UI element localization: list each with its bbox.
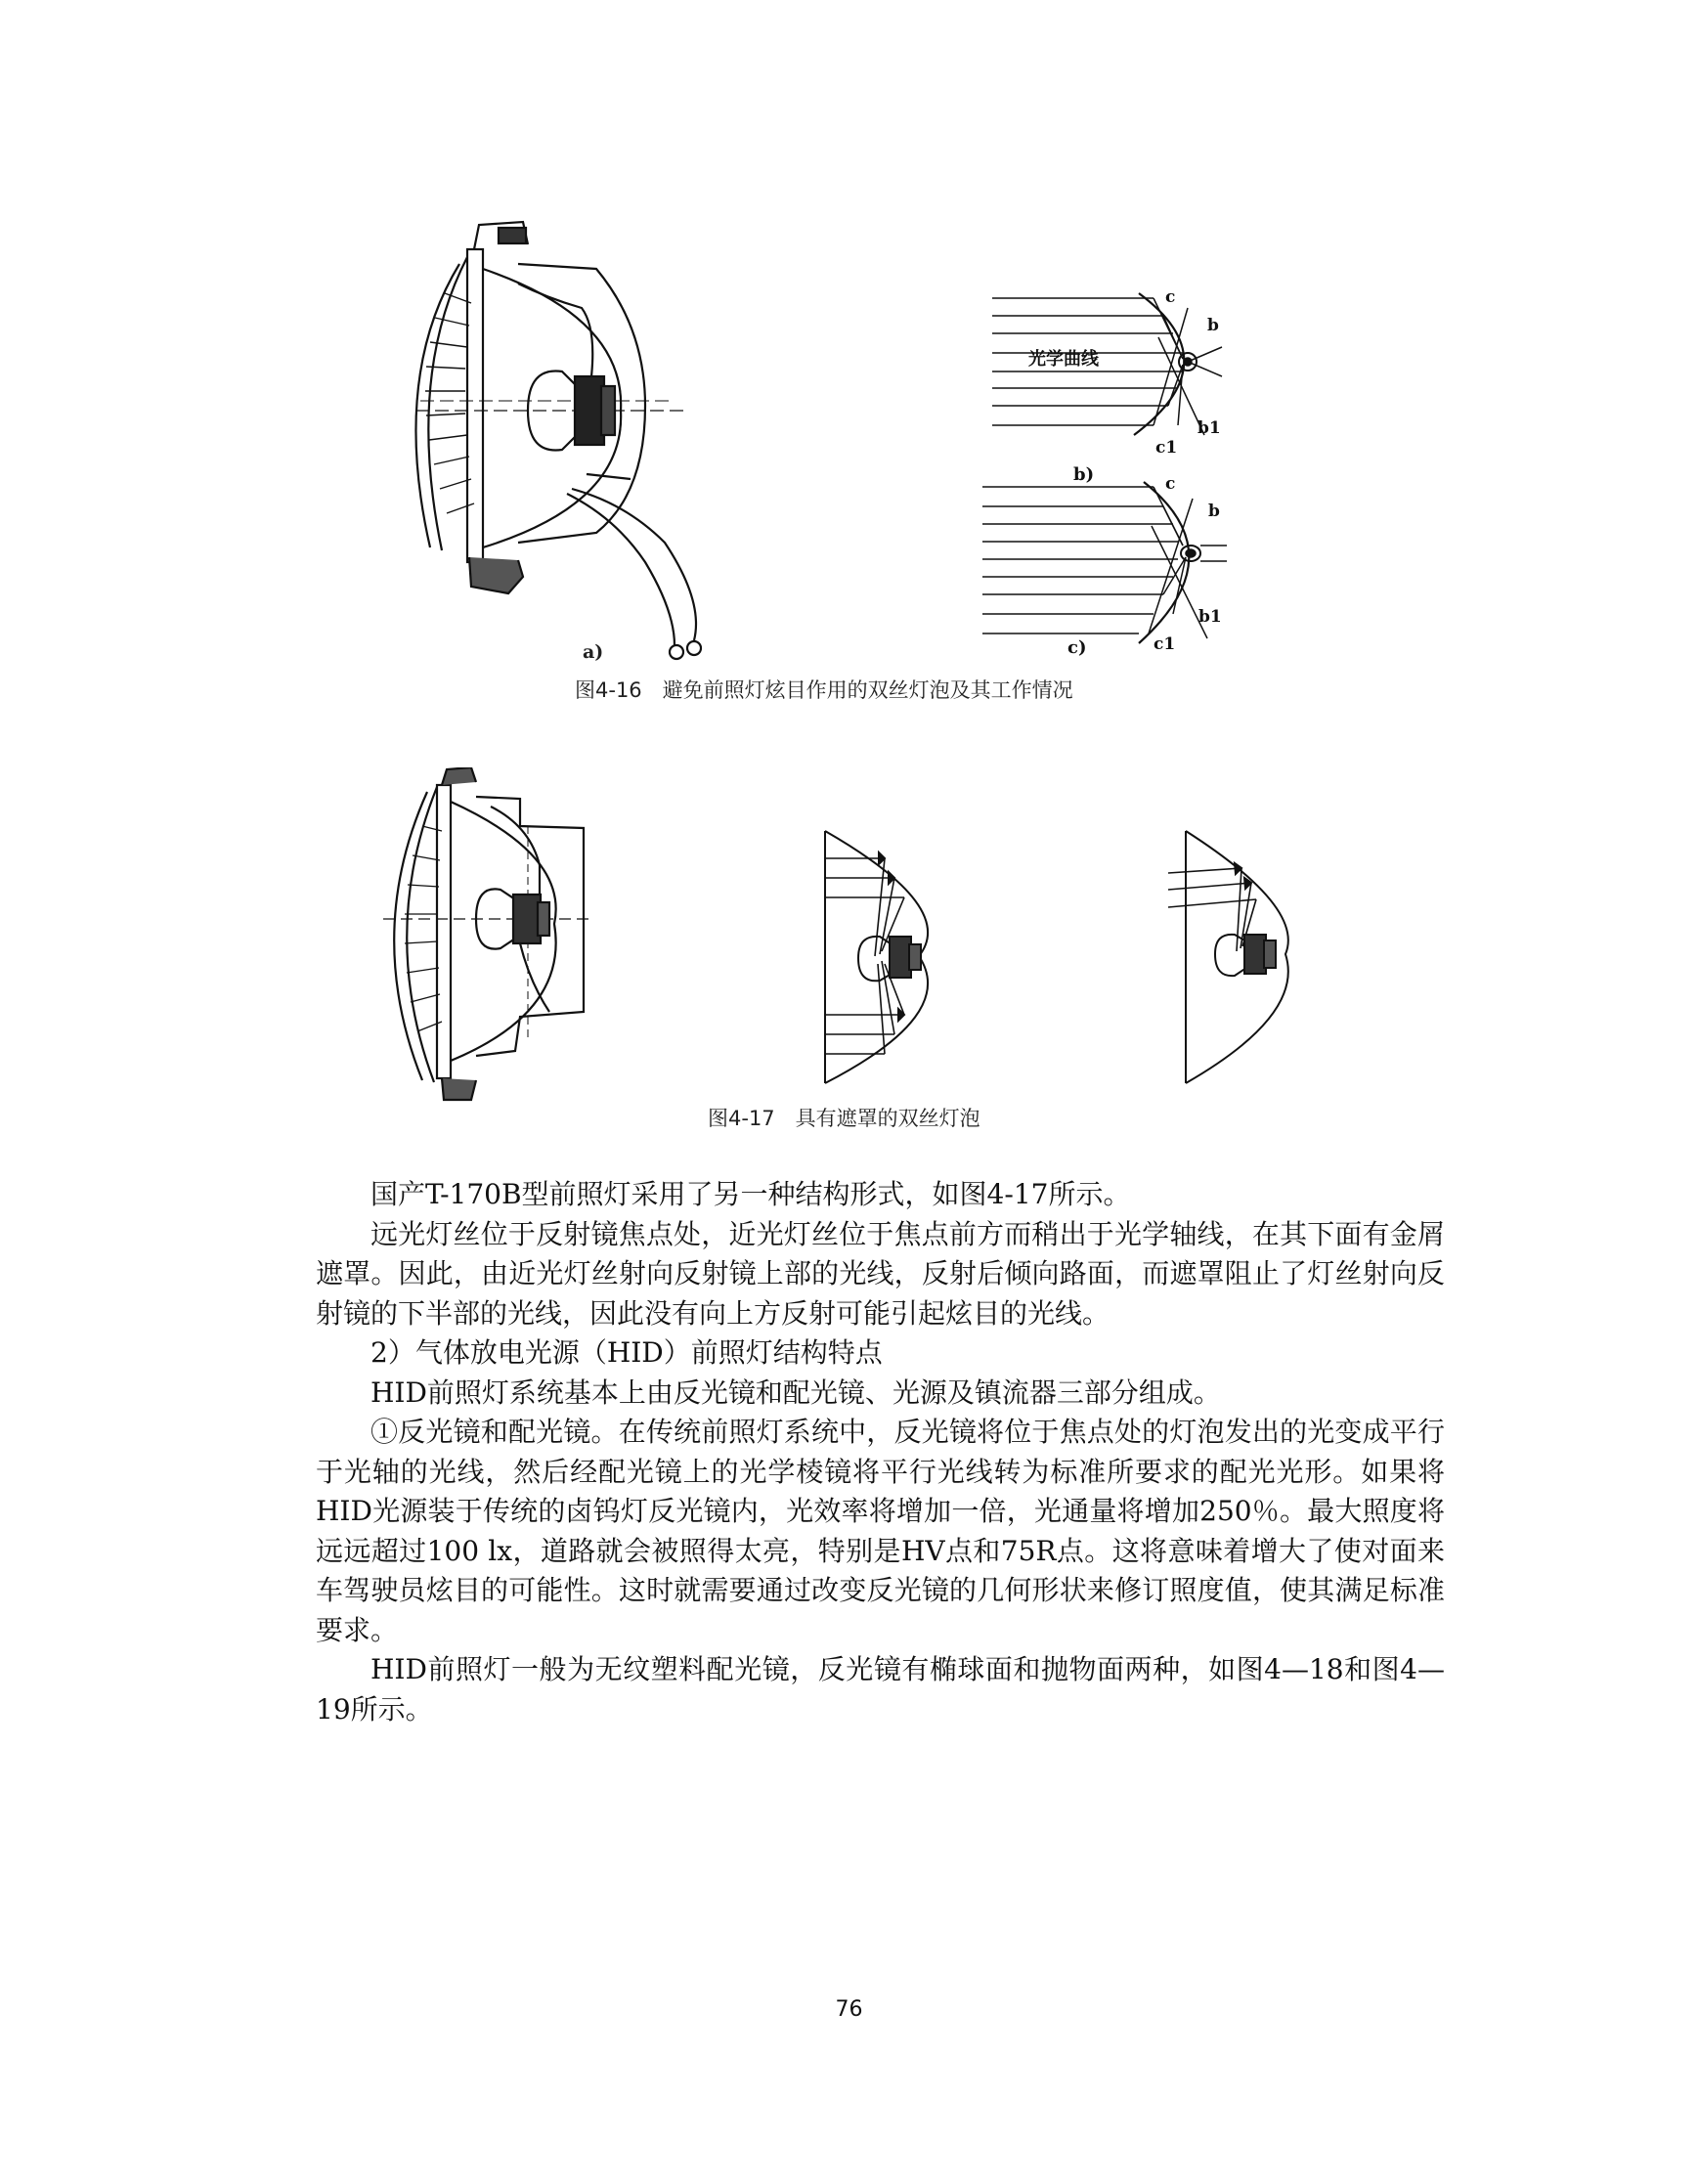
paragraph-5: ①反光镜和配光镜。在传统前照灯系统中，反光镜将位于焦点处的灯泡发出的光变成平行于光轴的光线，然后经配光镜上的光学棱镜将平行光线转为标准所要求的配光光形。如果将HID光源装于传统的卤钨灯反光镜内，光效率将增加一倍，光通量将增加250％。最大照度将远远超过100 lx，道路就会被照得太亮，特别是HV点和75R点。这将意味着增大了使对面来车驾驶员炫目的可能性。这时就需要通过改变反光镜的几何形状来修订照度值，使其满足标准要求。 <box>316 1416 1445 1646</box>
point-label-b1: b1 <box>1197 418 1221 438</box>
optical-curve-label: 光学曲线 <box>1028 349 1099 370</box>
paragraph-6: HID前照灯一般为无纹塑料配光镜，反光镜有椭球面和抛物面两种，如图4—18和图4—19所示。 <box>316 1653 1445 1725</box>
point-label-b1-lower: b1 <box>1198 607 1222 627</box>
point-label-c: c <box>1165 288 1176 307</box>
point-label-c1-lower: c1 <box>1154 634 1176 654</box>
figure-4-16c-optical-diagram <box>978 477 1281 663</box>
point-label-b: b <box>1207 316 1219 335</box>
figure-4-16-caption: 图4-16 避免前照灯炫目作用的双丝灯泡及其工作情况 <box>575 678 1073 702</box>
figure-4-17-headlamp-drawing <box>383 767 593 1105</box>
figure-4-17-caption: 图4-17 具有遮罩的双丝灯泡 <box>708 1107 980 1130</box>
paragraph-1: 国产T-170B型前照灯采用了另一种结构形式，如图4-17所示。 <box>370 1178 1131 1210</box>
figure-4-16c-label: c) <box>1067 637 1087 658</box>
point-label-b-lower: b <box>1208 502 1220 521</box>
figure-4-16a-label: a) <box>583 641 604 663</box>
paragraph-2: 远光灯丝位于反射镜焦点处，近光灯丝位于焦点前方而稍出于光学轴线，在其下面有金屑遮罩。因此，由近光灯丝射向反射镜上部的光线，反射后倾向路面，而遮罩阻止了灯丝射向反射镜的下半部的光线，因此没有向上方反射可能引起炫目的光线。 <box>316 1217 1445 1330</box>
paragraph-3-heading: 2）气体放电光源（HID）前照灯结构特点 <box>370 1336 883 1369</box>
figure-4-16b-optical-diagram <box>987 288 1281 494</box>
figure-4-16b-label: b) <box>1073 464 1095 485</box>
point-label-c-lower: c <box>1165 477 1176 494</box>
figure-4-17-beam-diagram-middle <box>811 829 968 1085</box>
body-text <box>316 1175 1445 1729</box>
paragraph-4: HID前照灯系统基本上由反光镜和配光镜、光源及镇流器三部分组成。 <box>370 1376 1221 1409</box>
page-number: 76 <box>835 1997 863 2022</box>
figure-4-17-beam-diagram-right <box>1168 829 1315 1085</box>
point-label-c1: c1 <box>1155 438 1178 458</box>
figure-4-16a-headlamp-drawing <box>401 210 714 670</box>
